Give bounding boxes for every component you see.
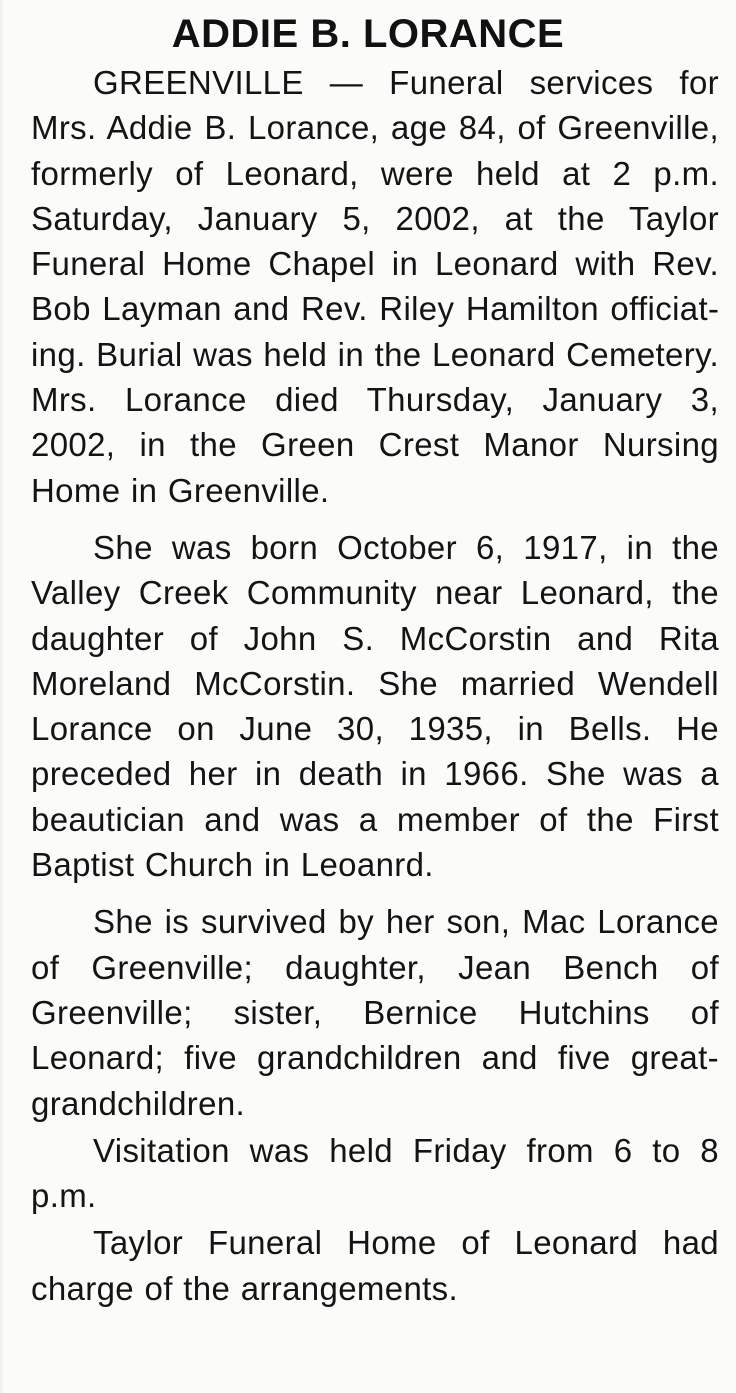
paragraph-visitation: Visitation was held Friday from 6 to 8 p.m. xyxy=(31,1131,719,1215)
obituary-headline: ADDIE B. LORANCE xyxy=(171,12,565,56)
obituary-body xyxy=(31,60,719,1311)
scan-edge-shadow xyxy=(0,0,4,1393)
paragraph-services: GREENVILLE — Funeral services for Mrs. Addie B. Lorance, age 84, of Greenville, formerly of Leonard, were held at 2 p.m. Saturday, January 5, 2002, at the Taylor Funeral Home Chapel in Leonard with Rev. Bob Layman and Rev. Riley Hamilton officiating. Burial was held in the Leonard Cemetery. Mrs. Lorance died Thursday, January 3, 2002, in the Green Crest Manor Nursing Home in Greenville. xyxy=(31,64,720,509)
paragraph-biography: She was born October 6, 1917, in the Valley Creek Community near Leonard, the daughter of John S. McCorstin and Rita Moreland McCorstin. She married Wendell Lorance on June 30, 1935, in Bells. He preceded her in death in 1966. She was a beautician and was a member of the First Baptist Church in Leoanrd. xyxy=(31,528,719,884)
paragraph-arrangements: Taylor Funeral Home of Leonard had charge of the arrangements. xyxy=(31,1224,719,1307)
paragraph-survivors: She is survived by her son, Mac Lorance of Greenville; daughter, Jean Bench of Greenville; sister, Bernice Hutchins of Leonard; five grandchildren and five great-grandchildren. xyxy=(31,903,719,1122)
